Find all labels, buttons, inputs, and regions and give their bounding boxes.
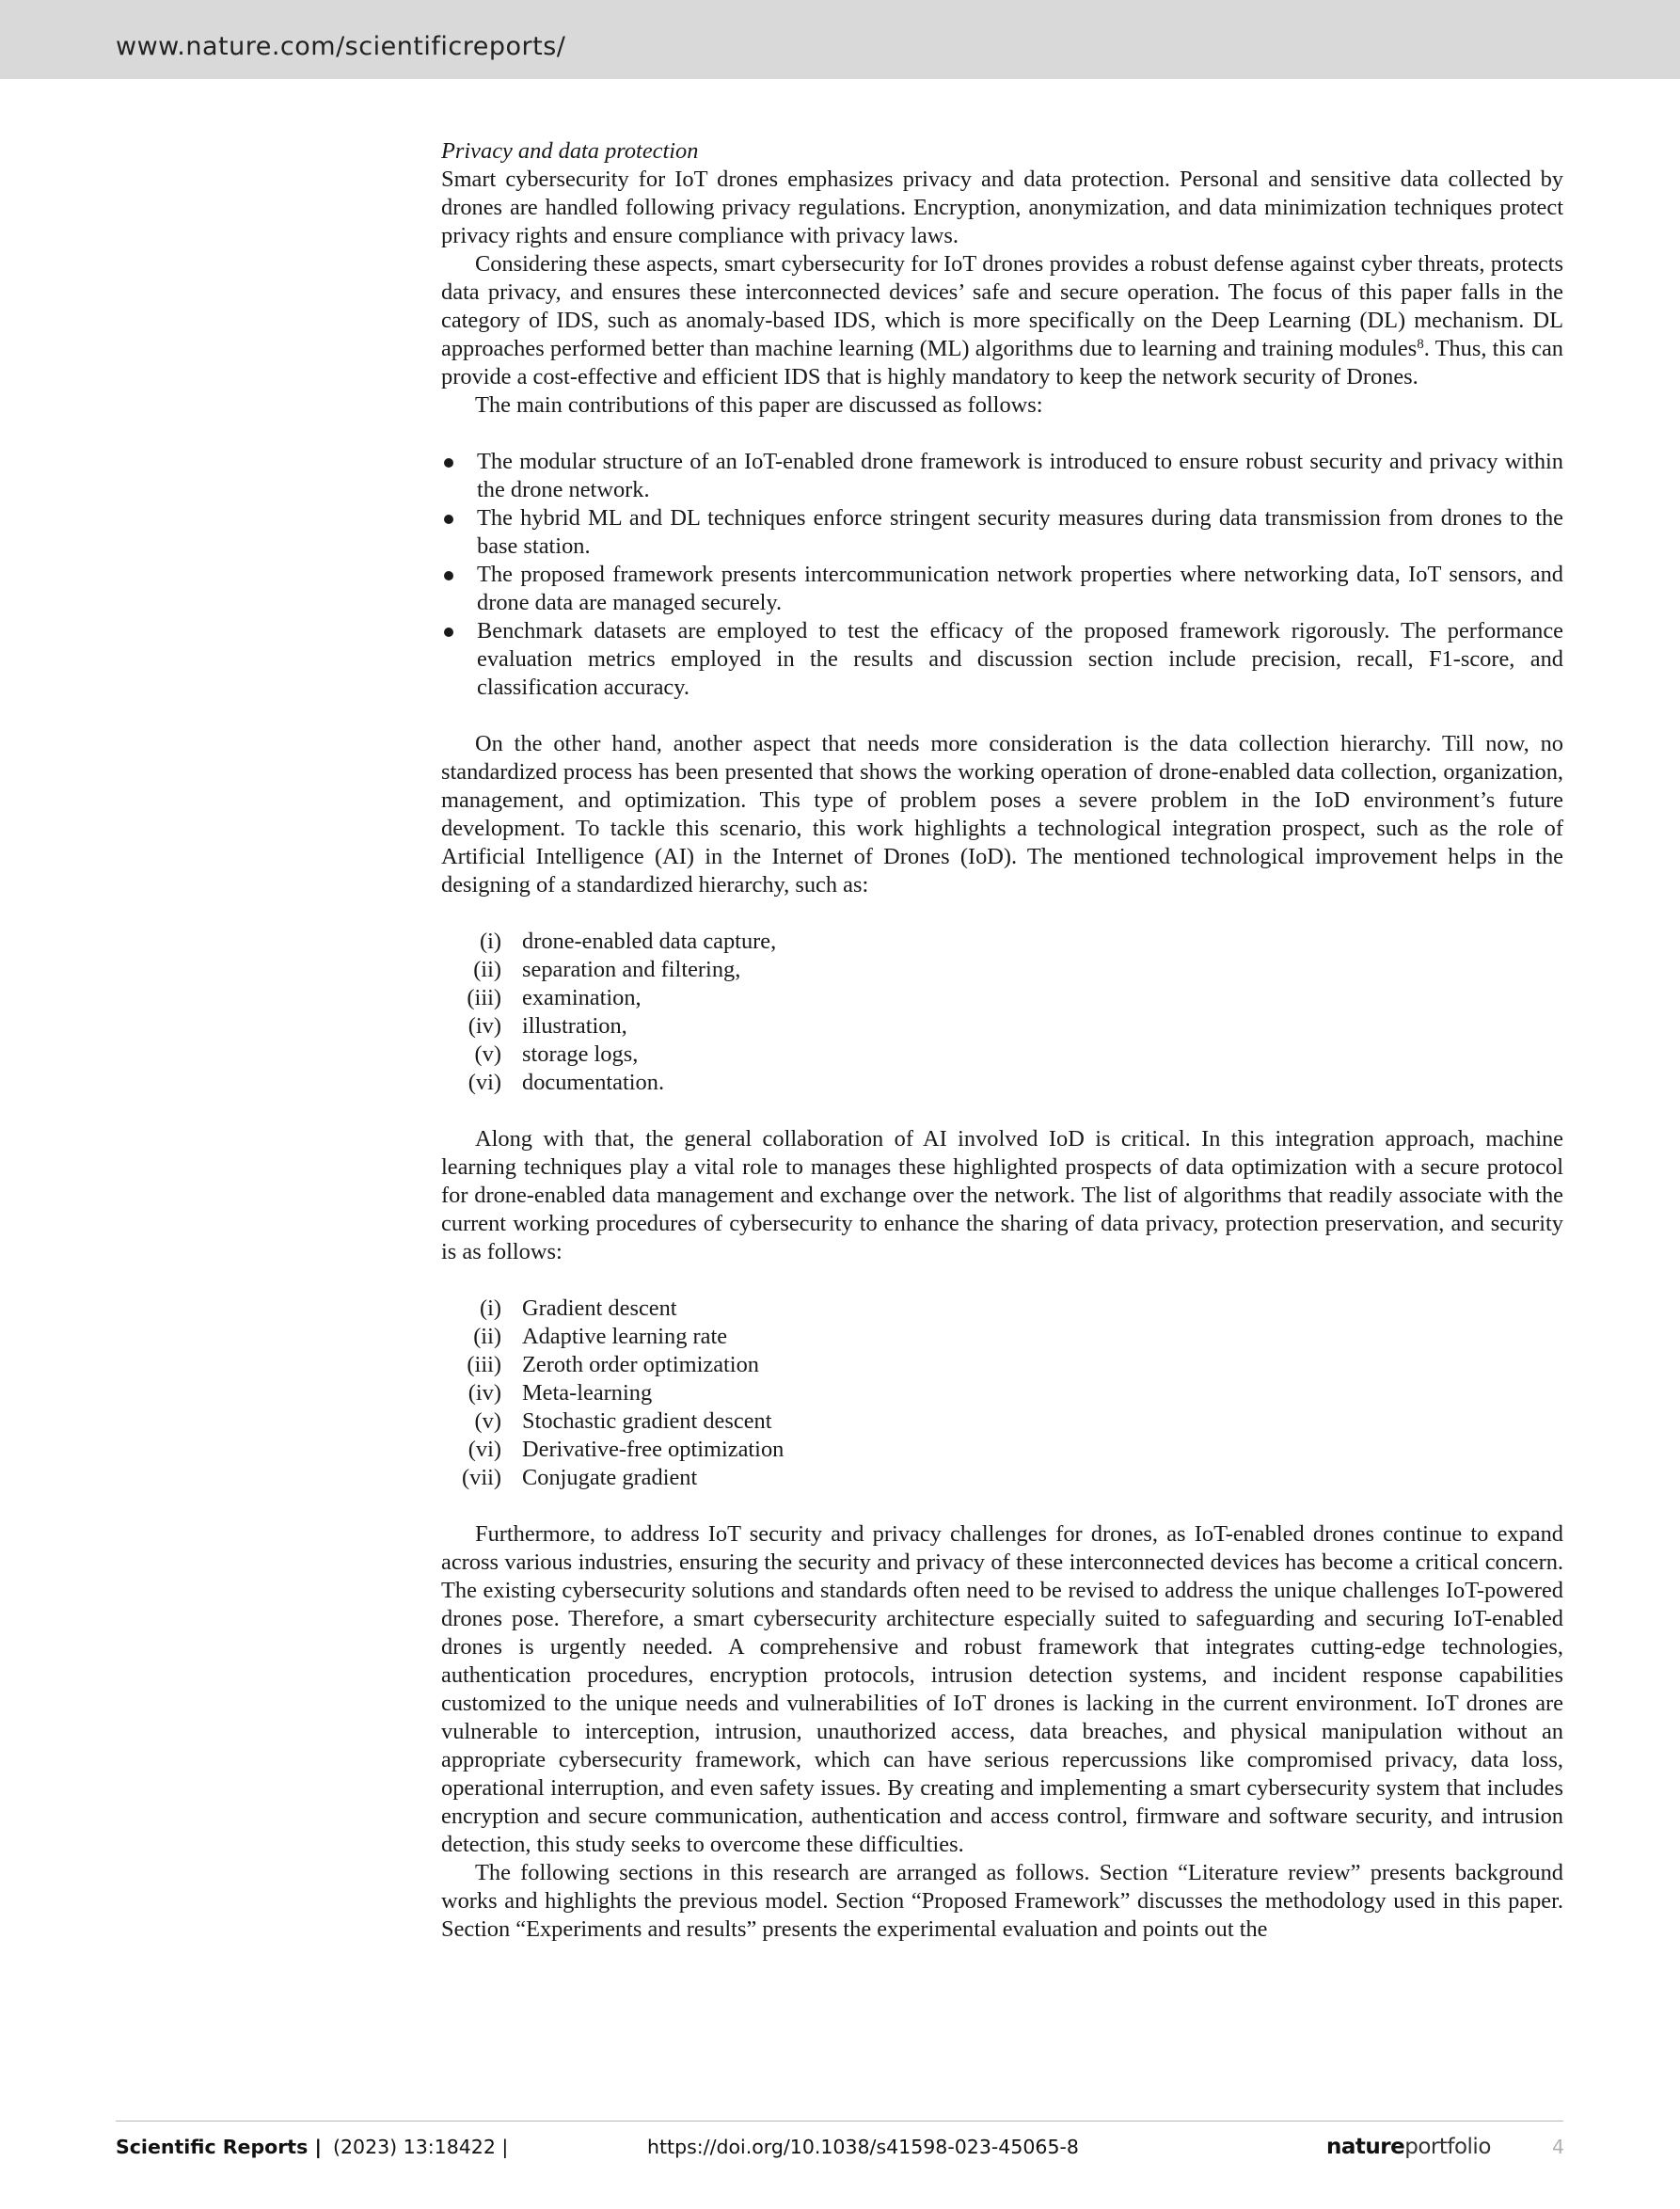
list-number: (iii)	[467, 985, 501, 1010]
considering-text-a: Considering these aspects, smart cybersecurity for IoT drones provides a robust defense against cyber threats, protects data privacy, and ensures these interconnected devices’ safe and secure operation. The focus of this paper falls in the category of IDS, such as anomaly-based IDS, which is more specifically on the Deep Learning (DL) mechanism. DL approaches performed better than machine learning (ML) algorithms due to learning and training modules	[441, 251, 1563, 361]
site-header-bar	[0, 0, 1680, 79]
footer-citation: (2023) 13:18422 |	[333, 2136, 509, 2158]
page-number: 4	[1552, 2136, 1565, 2158]
list-item-text: storage logs,	[522, 1041, 639, 1067]
sections-paragraph: The following sections in this research are arranged as follows. Section “Literature review” presents background works and highlights the previous model. Section “Proposed Framework” discusses the methodology used in this paper. Section “Experiments and results” presents the experimental evaluation and points out the	[441, 1860, 1563, 1942]
list-item-text: Adaptive learning rate	[522, 1324, 728, 1349]
logo-text-bold: nature	[1326, 2135, 1405, 2159]
footer-journal-name: Scientific Reports |	[116, 2136, 322, 2158]
list-item	[441, 928, 1563, 956]
spacer	[441, 1097, 1563, 1125]
list-item-text: examination,	[522, 985, 642, 1010]
nature-portfolio-logo	[1326, 2133, 1491, 2161]
footer-divider	[116, 2121, 1563, 2122]
spacer	[441, 899, 1563, 928]
list-number: (ii)	[473, 957, 501, 982]
list-number: (v)	[474, 1408, 501, 1434]
algorithms-list	[441, 1295, 1563, 1492]
list-item-text: Zeroth order optimization	[522, 1352, 759, 1377]
list-item	[441, 1436, 1563, 1464]
spacer	[441, 420, 1563, 448]
list-item	[441, 1379, 1563, 1407]
list-item-text: The modular structure of an IoT-enabled drone framework is introduced to ensure robust security and privacy within the drone network.	[477, 449, 1563, 502]
list-item	[441, 1041, 1563, 1069]
bullet-icon	[444, 628, 453, 637]
bullet-icon	[444, 515, 453, 524]
list-number: (v)	[474, 1041, 501, 1067]
list-item	[441, 1069, 1563, 1097]
site-url[interactable]: www.nature.com/scientificreports/	[116, 32, 566, 61]
spacer	[441, 1266, 1563, 1295]
list-item	[441, 1295, 1563, 1323]
list-item-text: The hybrid ML and DL techniques enforce stringent security measures during data transmission from drones to the base station.	[477, 505, 1563, 559]
collaboration-paragraph: Along with that, the general collaboration of AI involved IoD is critical. In this integration approach, machine learning techniques play a vital role to manages these highlighted prospects of data optimization with a secure protocol for drone-enabled data management and exchange over the network. The list of algorithms that readily associate with the current working procedures of cybersecurity to enhance the sharing of data privacy, protection preservation, and security is as follows:	[441, 1126, 1563, 1264]
list-item	[441, 504, 1563, 561]
bullet-icon	[444, 571, 453, 580]
list-number: (i)	[479, 1295, 501, 1321]
list-item-text: Benchmark datasets are employed to test the efficacy of the proposed framework rigorously. The performance evaluation metrics employed in the results and discussion section include precision, recall, F1-score, and classification accuracy.	[477, 618, 1563, 700]
list-item-text: documentation.	[522, 1070, 665, 1095]
list-number: (i)	[479, 929, 501, 954]
list-item	[441, 1407, 1563, 1436]
list-item-text: The proposed framework presents intercommunication network properties where networking data, IoT sensors, and drone data are managed securely.	[477, 562, 1563, 615]
article-body	[441, 137, 1563, 1944]
contributions-list	[441, 448, 1563, 702]
list-item	[441, 1323, 1563, 1351]
list-item	[441, 448, 1563, 504]
spacer	[441, 702, 1563, 730]
list-item	[441, 1464, 1563, 1492]
spacer	[441, 1492, 1563, 1520]
list-item-text: Conjugate gradient	[522, 1465, 698, 1490]
list-item-text: Gradient descent	[522, 1295, 677, 1321]
contributions-intro: The main contributions of this paper are discussed as follows:	[475, 392, 1043, 418]
list-number: (iv)	[468, 1380, 501, 1406]
list-number: (vii)	[462, 1465, 501, 1490]
list-item	[441, 1012, 1563, 1041]
list-number: (iii)	[467, 1352, 501, 1377]
list-item	[441, 561, 1563, 617]
list-item-text: Derivative-free optimization	[522, 1437, 785, 1462]
list-number: (ii)	[473, 1324, 501, 1349]
list-item-text: Meta-learning	[522, 1380, 653, 1406]
furthermore-paragraph: Furthermore, to address IoT security and privacy challenges for drones, as IoT-enabled drones continue to expand across various industries, ensuring the security and privacy of these interconnected devices has become a critical concern. The existing cybersecurity solutions and standards often need to be revised to address the unique challenges IoT-powered drones pose. Therefore, a smart cybersecurity architecture especially suited to safeguarding and securing IoT-enabled drones is urgently needed. A comprehensive and robust framework that integrates cutting-edge technologies, authentication procedures, encryption protocols, intrusion detection systems, and incident response capabilities customized to the unique needs and vulnerabilities of IoT drones is lacking in the current environment. IoT drones are vulnerable to interception, intrusion, unauthorized access, data breaches, and physical manipulation without an appropriate cybersecurity framework, which can have serious repercussions like compromised privacy, data loss, operational interruption, and even safety issues. By creating and implementing a smart cybersecurity system that includes encryption and secure communication, authentication and access control, firmware and software security, and intrusion detection, this study seeks to overcome these difficulties.	[441, 1521, 1563, 1857]
list-item	[441, 956, 1563, 984]
list-item	[441, 1351, 1563, 1379]
privacy-paragraph: Smart cybersecurity for IoT drones emphasizes privacy and data protection. Personal and sensitive data collected by drones are handled following privacy regulations. Encryption, anonymization, and data minimization techniques protect privacy rights and ensure compliance with privacy laws.	[441, 167, 1563, 248]
hierarchy-paragraph: On the other hand, another aspect that needs more consideration is the data collection hierarchy. Till now, no standardized process has been presented that shows the working operation of drone-enabled data collection, organization, management, and optimization. This type of problem poses a severe problem in the IoD environment’s future development. To tackle this scenario, this work highlights a technological integration prospect, such as the role of Artificial Intelligence (AI) in the Internet of Drones (IoD). The mentioned technological improvement helps in the designing of a standardized hierarchy, such as:	[441, 731, 1563, 898]
list-number: (vi)	[468, 1070, 501, 1095]
list-item	[441, 617, 1563, 702]
reference-link[interactable]: 8	[1417, 337, 1424, 352]
list-number: (iv)	[468, 1013, 501, 1039]
list-item	[441, 984, 1563, 1012]
list-item-text: illustration,	[522, 1013, 627, 1039]
considering-paragraph	[441, 250, 1563, 391]
footer-doi-link[interactable]: https://doi.org/10.1038/s41598-023-45065-8	[647, 2136, 1079, 2158]
list-item-text: separation and filtering,	[522, 957, 741, 982]
bullet-icon	[444, 458, 453, 468]
hierarchy-list	[441, 928, 1563, 1097]
section-subheading: Privacy and data protection	[441, 138, 699, 164]
logo-text-light: portfolio	[1404, 2135, 1491, 2159]
list-number: (vi)	[468, 1437, 501, 1462]
list-item-text: Stochastic gradient descent	[522, 1408, 772, 1434]
list-item-text: drone-enabled data capture,	[522, 929, 777, 954]
considering-text-b: . Thus, this can provide a cost-effective and efficient IDS that is highly mandatory to keep the network security of Drones.	[441, 336, 1563, 389]
